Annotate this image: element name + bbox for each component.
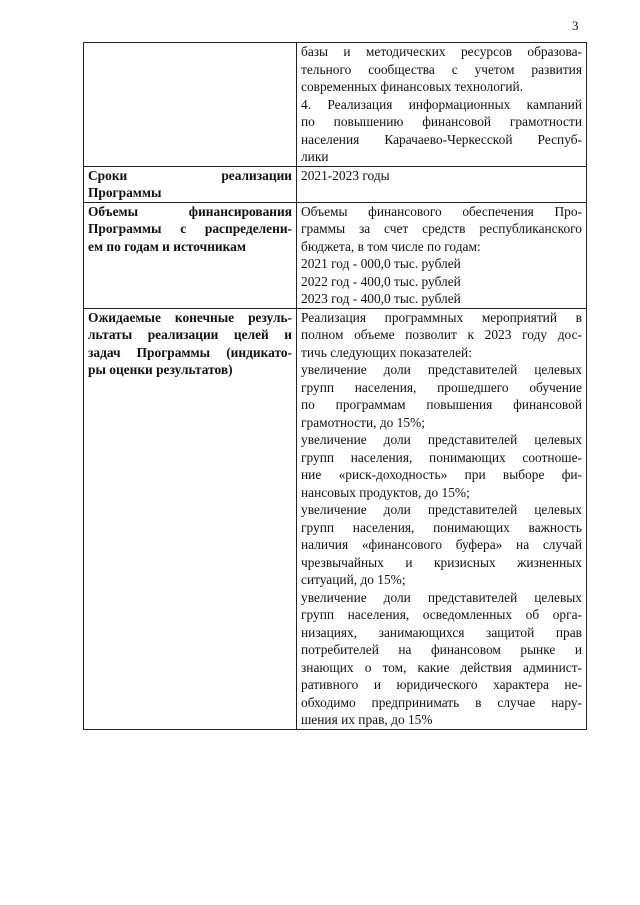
row-label-line: Программы: [88, 185, 162, 200]
row-value-line: знающих о том, какие действия админист-: [301, 659, 582, 675]
row-value: [297, 202, 587, 308]
row-value-line: Объемы финансового обеспечения Про-: [301, 203, 582, 219]
table-row: [84, 166, 587, 202]
row-value-line: групп населения, понимающих важность: [301, 519, 582, 535]
row-value-line: бюджета, в том числе по годам:: [301, 238, 481, 254]
row-value-line: ситуаций, до 15%;: [301, 572, 406, 587]
row-value-line: увеличение доли представителей целевых: [301, 432, 582, 447]
row-label-line: Объемы финансирования: [88, 203, 292, 219]
row-label: [84, 308, 297, 729]
row-value-line: групп населения, осведомленных об орга-: [301, 607, 582, 622]
row-value-line: потребителей на финансовом рынке и: [301, 642, 582, 657]
row-label-line: Сроки реализации: [88, 167, 292, 183]
row-value: [297, 166, 587, 202]
row-value-line: наличия «финансового буфера» на случай: [301, 537, 582, 552]
row-label-line: ры оценки результатов): [88, 362, 233, 377]
row-value-line: граммы за счет средств республиканского: [301, 221, 582, 236]
row-label-line: задач Программы (индикато-: [88, 344, 292, 360]
row-value-line: полном объеме позволит к 2023 году дос-: [301, 327, 582, 342]
program-passport-table: [83, 42, 587, 730]
row-value-line: увеличение доли представителей целевых: [301, 502, 582, 517]
row-value-line: тельного сообщества с учетом развития: [301, 61, 582, 77]
row-value-line: обходимо предпринимать в случае нару-: [301, 694, 582, 710]
row-value: [297, 43, 587, 167]
row-value: [297, 308, 587, 729]
row-value-line: современных финансовых технологий.: [301, 79, 524, 94]
table-row: [84, 308, 587, 729]
row-label-line: льтаты реализации целей и: [88, 327, 292, 342]
table-row: [84, 43, 587, 167]
row-value-line: по повышению финансовой грамотности: [301, 114, 582, 129]
row-label: [84, 43, 297, 167]
row-value-line: низациях, занимающихся защитой прав: [301, 624, 582, 640]
row-value-line: групп населения, понимающих соотноше-: [301, 449, 582, 465]
row-value-line: грамотности, до 15%;: [301, 414, 425, 430]
row-value-line: населения Карачаево-Черкесской Респуб-: [301, 131, 582, 147]
table-row: [84, 202, 587, 308]
row-value-line: 2023 год - 400,0 тыс. рублей: [301, 291, 461, 306]
row-label: [84, 202, 297, 308]
row-value-line: ние «риск-доходность» при выборе фи-: [301, 467, 582, 482]
row-value-line: 4. Реализация информационных кампаний: [301, 96, 582, 112]
row-label-line: ем по годам и источникам: [88, 238, 246, 254]
row-value-line: групп населения, прошедшего обучение: [301, 379, 582, 395]
row-value-line: Реализация программных мероприятий в: [301, 309, 582, 325]
row-value-line: базы и методических ресурсов образова-: [301, 44, 582, 59]
page-number: 3: [572, 18, 579, 33]
row-value-line: шения их прав, до 15%: [301, 712, 433, 727]
row-label-line: Ожидаемые конечные резуль-: [88, 309, 292, 325]
row-value-line: увеличение доли представителей целевых: [301, 362, 582, 377]
row-value-line: 2021-2023 годы: [301, 167, 390, 183]
row-value-line: ративного и юридического характера не-: [301, 677, 582, 692]
row-label: [84, 166, 297, 202]
row-value-line: увеличение доли представителей целевых: [301, 589, 582, 605]
row-value-line: нансовых продуктов, до 15%;: [301, 484, 470, 500]
row-value-line: по программам повышения финансовой: [301, 397, 582, 412]
row-value-line: лики: [301, 149, 329, 164]
row-label-line: Программы с распределени-: [88, 221, 292, 236]
row-value-line: тичь следующих показателей:: [301, 344, 472, 360]
row-value-line: 2022 год - 400,0 тыс. рублей: [301, 273, 461, 289]
row-value-line: 2021 год - 000,0 тыс. рублей: [301, 256, 461, 271]
row-value-line: чрезвычайных и кризисных жизненных: [301, 554, 582, 570]
